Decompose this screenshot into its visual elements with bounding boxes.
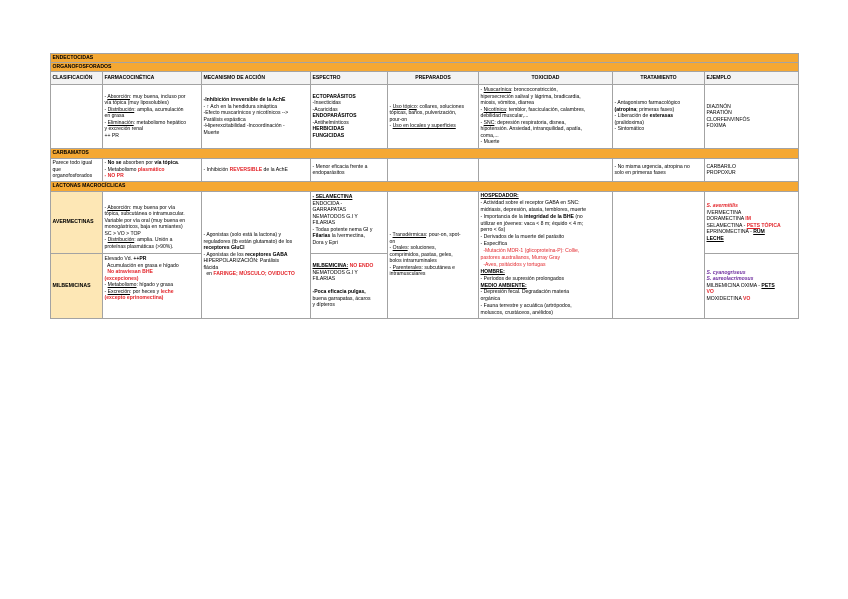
text-line: (pralidoxima) xyxy=(614,119,644,126)
text-run: - xyxy=(480,106,484,113)
carbamatos-farmacocinetica-cell xyxy=(103,159,202,182)
text-line: comprimidos, pastas, geles, xyxy=(389,251,453,258)
text-line: en grasa xyxy=(104,113,125,120)
text-line xyxy=(481,248,611,255)
text-line: tópicas, baños, pulverización, xyxy=(389,110,457,116)
text-run: FARINGE; MÚSCULO; OVIDUCTO xyxy=(213,271,295,278)
text-run: - Liberación de xyxy=(614,113,650,120)
text-line: -Acaricidas xyxy=(312,106,338,113)
text-line: - ↑ Ach en la hendidura sináptica xyxy=(203,103,278,110)
organofosforados-farmacocinetica-cell xyxy=(103,85,202,149)
text-run: Transdérmicas xyxy=(392,232,427,239)
column-header-mecanismo: MECANISMO DE ACCIÓN xyxy=(202,72,311,85)
lactonas-toxicidad-cell xyxy=(479,192,613,319)
text-run: TÓPICA xyxy=(760,222,781,229)
carbamatos-ejemplo-cell xyxy=(705,159,799,182)
milbemicinas-clasificacion-cell: MILBEMICINAS xyxy=(51,254,103,319)
text-run: - Inhibición xyxy=(203,166,230,173)
carbamatos-tratamiento-cell xyxy=(613,159,705,182)
column-header-espectro: ESPECTRO xyxy=(311,72,388,85)
text-line: PARATIÓN xyxy=(706,110,732,116)
text-run: DORAMECTINA xyxy=(706,216,746,222)
avermectinas-clasificacion-cell: AVERMECTINAS xyxy=(51,192,103,254)
organofosforados-ejemplo-cell xyxy=(705,85,799,149)
milbemicinas-espectro-cell xyxy=(311,254,388,319)
lactonas-tratamiento-cell xyxy=(613,192,705,319)
text-line: midriasis, depresión, ataxia, temblores, muerte xyxy=(480,206,587,213)
text-run: No atraviesan BHE xyxy=(104,269,153,275)
text-line: - Sintomático xyxy=(614,126,645,133)
text-run: ENDOPARÁSITOS xyxy=(312,113,357,120)
carbamatos-espectro-cell xyxy=(311,159,388,182)
text-run: - xyxy=(480,87,484,94)
text-line: GARRAPATAS xyxy=(312,207,347,213)
text-run: - xyxy=(104,204,108,211)
text-run: - xyxy=(389,264,393,271)
text-run: (excepciones) xyxy=(104,275,139,282)
text-run: - Metabolismo xyxy=(104,166,138,173)
text-line: proteínas plasmáticas (>90%). xyxy=(104,243,174,250)
text-run: -Aves, psitácidos y tortugas xyxy=(480,261,546,268)
text-line: flácida xyxy=(203,264,219,271)
text-run: - xyxy=(389,123,393,129)
text-run: la Ivermectina, xyxy=(330,233,365,239)
text-run: -Mutación MDR-1 (glicoproteína-P): Collie, xyxy=(480,248,580,255)
text-line xyxy=(105,173,200,180)
text-run: RUM xyxy=(753,229,765,235)
text-run: Eliminación xyxy=(107,119,134,126)
text-run: - xyxy=(480,119,484,126)
text-line xyxy=(481,255,611,262)
text-line: ++ PR xyxy=(104,132,119,139)
text-line: DIAZINÓN xyxy=(706,103,731,110)
text-run: Absorción xyxy=(107,93,130,100)
text-line: hipersecreción salival y lágrima, bradicardia, xyxy=(480,93,581,100)
text-line: perro < 6s) xyxy=(480,227,506,234)
text-run: PETS xyxy=(746,222,761,229)
organofosforados-mecanismo-cell xyxy=(202,85,311,149)
text-line xyxy=(481,269,611,276)
text-line: - Menor eficacia frente a xyxy=(312,163,368,170)
text-line xyxy=(707,236,797,243)
text-run: - xyxy=(104,282,108,288)
column-header-clasificacion: CLASIFICACIÓN xyxy=(51,72,103,85)
text-run: : muy buena por vía xyxy=(130,204,176,211)
text-line: organofosforados xyxy=(52,173,93,180)
text-line: - Antagonismo farmacológico xyxy=(614,100,681,107)
text-line xyxy=(481,262,611,269)
text-run: S. aureolacrimosus xyxy=(706,276,754,283)
text-line: Parálisis espástica xyxy=(203,116,246,123)
text-line: - Períodos de supresión prolongados xyxy=(480,275,565,282)
organofosforados-espectro-cell xyxy=(311,85,388,149)
text-line: intramusculares xyxy=(389,271,426,278)
text-line: Variable por vía oral (muy buena en xyxy=(104,217,186,224)
text-run: (atropina xyxy=(614,106,637,113)
text-line: NEMATODOS G.I Y xyxy=(312,213,358,220)
text-run: : subcutánea e xyxy=(421,264,455,271)
text-run: EPRINOMECTINA - xyxy=(706,229,754,235)
text-run: : amplia, acumulación xyxy=(134,106,184,113)
text-run: absorben por xyxy=(121,160,155,167)
text-line: -Insecticidas xyxy=(312,100,341,107)
text-line xyxy=(481,283,611,290)
text-line: -Hiperexcitabilidad -Incoordinación - xyxy=(203,123,285,129)
text-line xyxy=(707,296,797,303)
text-run: MOXIDECTINA xyxy=(706,295,744,302)
section-header-lactonas: LACTONAS MACROCÍCLICAS xyxy=(51,182,799,192)
text-run: - xyxy=(104,160,108,167)
text-run: - xyxy=(389,232,393,239)
text-run: -Inhibición irreversible de la AchE xyxy=(203,97,286,103)
text-run: - xyxy=(104,106,108,113)
text-line: - Muerte xyxy=(480,139,500,146)
lactonas-mecanismo-cell xyxy=(202,192,311,319)
text-line: PROPOXUR xyxy=(706,170,736,176)
text-line: coma,... xyxy=(480,132,499,139)
text-run: - xyxy=(104,93,108,100)
organofosforados-toxicidad-cell xyxy=(479,85,613,149)
avermectinas-ejemplo-cell xyxy=(705,192,799,254)
text-line: utilizar en jóvenes: vaca < 8 m; équido < 4 m; xyxy=(480,220,583,227)
text-run: - xyxy=(389,103,393,110)
text-run: receptores GABA xyxy=(245,251,288,258)
text-run: Parenterales xyxy=(392,264,422,271)
text-run: Uso en locales y superficies xyxy=(392,123,456,129)
avermectinas-farmacocinetica-cell xyxy=(103,192,202,254)
text-line: y dípteros xyxy=(312,302,335,309)
text-run: de la AchE xyxy=(262,166,288,173)
text-line: orgánica xyxy=(480,296,501,303)
text-line: CARBARILO xyxy=(706,163,736,170)
text-run: : pour-on, spot- xyxy=(426,232,461,239)
text-line: NEMATODOS G.I Y xyxy=(312,269,358,276)
text-line: monogástricos, baja en rumiantes) xyxy=(104,224,183,230)
text-line xyxy=(313,133,386,140)
text-run: - xyxy=(104,119,108,126)
text-line: pour-on xyxy=(389,116,408,123)
text-run: receptores GluCl xyxy=(203,245,245,252)
text-run: - xyxy=(104,237,108,243)
text-line: - Específica xyxy=(480,241,508,248)
text-line: FILARIAS xyxy=(312,220,336,226)
text-line: IVERMECTINA xyxy=(706,209,742,216)
column-header-toxicidad: TOXICIDAD xyxy=(479,72,613,85)
text-line: Acumulación en grasa e hígado xyxy=(104,262,179,269)
text-line: - Fauna terrestre y acuática (artrópodos, xyxy=(480,303,572,310)
text-run: pastores australianos, Murray Gray xyxy=(480,255,561,261)
text-line: - No misma urgencia, atropina no xyxy=(614,163,690,170)
text-line: -Efecto muscarínicos y nicotínicos --> xyxy=(203,110,289,116)
text-line: SC > VO > TOP xyxy=(104,230,141,237)
text-line: CLORFENVINFÓS xyxy=(706,116,750,123)
text-run: VO xyxy=(743,295,751,302)
text-run: NO ENDO xyxy=(349,263,374,270)
text-line: reguladores (tb están glutamato) de los xyxy=(203,238,293,245)
text-run: MILBEMICINA OXIMA - xyxy=(706,282,762,289)
text-run: Filarias xyxy=(312,233,331,239)
text-run: S. avermitilis xyxy=(706,203,738,209)
text-line: - Todas potente nema GI y xyxy=(312,226,373,233)
text-line: FILARIAS xyxy=(312,276,336,283)
text-line: miosis, vómitos, diarrea xyxy=(480,100,534,107)
text-run: : temblor, fasciculación, calambres, xyxy=(506,106,586,113)
text-run: leche xyxy=(160,288,174,295)
text-line: solo en primeras fases xyxy=(614,170,666,176)
text-run: Absorción xyxy=(107,204,130,211)
text-run: integridad de la BHE xyxy=(524,213,574,220)
text-run: ++PR xyxy=(133,256,147,262)
milbemicinas-farmacocinetica-cell xyxy=(103,254,202,319)
text-line xyxy=(481,193,611,200)
text-line: on xyxy=(389,238,396,245)
text-run: SELAMECTINA - xyxy=(706,222,747,229)
text-run: : collares, soluciones xyxy=(416,103,464,110)
text-run: HOSPEDADOR: xyxy=(480,192,519,199)
text-run: plasmático xyxy=(137,166,165,173)
column-header-ejemplo: EJEMPLO xyxy=(705,72,799,85)
text-run: vía tópica xyxy=(154,160,178,167)
text-run: ; primeras fases) xyxy=(636,106,675,113)
text-run: -Poca eficacia pulgas, xyxy=(312,289,366,296)
text-line: tópica, subcutánea o intramuscular. xyxy=(104,211,185,217)
text-line: - Derivados de la muerte del parásito xyxy=(480,234,565,241)
text-line: que xyxy=(52,166,61,173)
text-line xyxy=(390,123,477,130)
text-run: : por heces y xyxy=(130,288,161,295)
section-header-carbamatos: CARBAMATOS xyxy=(51,149,799,159)
text-line: - Agonistas (solo está la lactona) y xyxy=(203,232,282,239)
text-run: S. cyanogriseus xyxy=(706,269,746,276)
text-run: . xyxy=(177,160,180,167)
text-line: FOXIMA xyxy=(706,123,727,129)
text-run: SNC xyxy=(483,119,495,126)
text-run: VO xyxy=(706,289,714,296)
text-run: HOMBRE: xyxy=(480,268,505,275)
text-run: esterasas xyxy=(649,113,674,120)
text-run: : depresión respiratoria, disnea, xyxy=(494,119,566,126)
text-run: : muy buena, incluso por xyxy=(130,93,186,100)
text-run: ECTOPARÁSITOS xyxy=(312,93,356,100)
text-run: : metabolismo hepático xyxy=(133,119,187,126)
text-run: MEDIO AMBIENTE: xyxy=(480,282,527,289)
text-line: endoparásitos xyxy=(312,170,345,176)
text-line xyxy=(105,295,200,302)
text-line: ENDOCIDA - xyxy=(312,200,343,207)
text-run: - xyxy=(389,245,393,252)
carbamatos-preparados-cell xyxy=(388,159,479,182)
text-run: Excreción xyxy=(107,288,130,295)
text-run: PETS xyxy=(761,282,775,289)
text-line: vía tópica (muy liposolubles) xyxy=(104,100,169,107)
text-run: Nicotínica xyxy=(483,106,506,113)
text-line: Muerte xyxy=(203,129,220,136)
text-line xyxy=(204,167,309,174)
section-header-organofosforados: ORGANOFOSFORADOS xyxy=(51,63,799,72)
milbemicinas-ejemplo-cell xyxy=(705,254,799,319)
lactonas-preparados-cell xyxy=(388,192,479,319)
text-run: Muscarínica xyxy=(483,87,512,94)
text-run: : soluciones, xyxy=(407,245,436,252)
text-run: Metabolismo xyxy=(107,282,137,288)
text-run: Orales xyxy=(392,245,408,252)
text-line xyxy=(481,214,611,221)
table-title: ENDECTOCIDAS xyxy=(51,54,799,63)
text-line: bolos intrarruminales xyxy=(389,258,437,265)
text-run: REVERSIBLE xyxy=(229,166,263,173)
text-line: moluscos, crustáceos, anélidos) xyxy=(480,310,553,317)
text-run: - SELAMECTINA xyxy=(312,194,353,200)
text-run: Distribución xyxy=(107,106,135,113)
text-line: HIPERPOLARIZACIÓN: Parálisis xyxy=(203,258,280,265)
text-run: (excepto eprinomectina) xyxy=(104,295,164,301)
column-header-preparados: PREPARADOS xyxy=(388,72,479,85)
carbamatos-clasificacion-cell xyxy=(51,159,103,182)
text-line: buena garrapatas, ácaros xyxy=(312,295,371,302)
text-line: - Depresión fecal. Degradación materia xyxy=(480,289,570,296)
text-run: Uso tópico xyxy=(392,103,417,110)
text-run: HERBICIDAS xyxy=(312,126,345,133)
text-run: : broncoconstricción, xyxy=(511,87,558,94)
carbamatos-toxicidad-cell xyxy=(479,159,613,182)
text-line: y excreción renal xyxy=(104,126,144,133)
organofosforados-preparados-cell xyxy=(388,85,479,149)
text-run: : amplia. Unión a xyxy=(134,237,173,243)
text-run: IM xyxy=(745,216,751,222)
text-line: - Actividad sobre el receptor GABA en SNC: xyxy=(480,199,580,206)
avermectinas-espectro-cell xyxy=(311,192,388,254)
text-run: - xyxy=(104,288,108,295)
text-run: - Agonistas de los xyxy=(203,251,246,258)
text-run: MILBEMICINA: xyxy=(312,263,349,270)
text-run: LECHE xyxy=(706,235,724,242)
text-run: en xyxy=(203,271,214,278)
text-run: - Importancia de la xyxy=(480,213,525,220)
column-header-tratamiento: TRATAMIENTO xyxy=(613,72,705,85)
text-run: FUNGICIDAS xyxy=(312,132,345,139)
text-run: Elevado Vd. xyxy=(104,256,134,262)
text-run: (no xyxy=(573,213,583,220)
text-run: Distribución xyxy=(107,237,135,243)
text-line: Dora y Epri xyxy=(312,239,338,246)
text-run: - NO PR xyxy=(104,173,124,180)
text-line: debilidad muscular,... xyxy=(480,113,529,120)
endectocidas-table xyxy=(50,53,799,319)
text-run: No se xyxy=(107,160,122,167)
text-line: hipotensión. Ansiedad, intranquilidad, apatía, xyxy=(480,126,582,133)
text-line: Parece todo igual xyxy=(52,160,93,167)
text-line: -Antihelmínticos xyxy=(312,119,349,126)
text-line xyxy=(204,271,309,278)
text-run: : hígado y grasa xyxy=(136,282,174,288)
carbamatos-mecanismo-cell xyxy=(202,159,311,182)
column-header-farmacocinetica: FARMACOCINÉTICA xyxy=(103,72,202,85)
organofosforados-tratamiento-cell xyxy=(613,85,705,149)
organofosforados-clasificacion-cell xyxy=(51,85,103,149)
